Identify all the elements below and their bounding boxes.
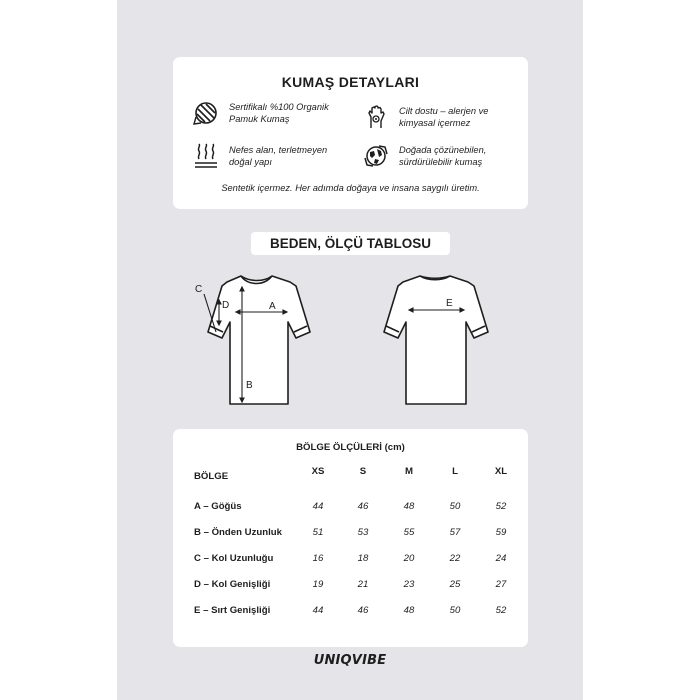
size-header-m: M [405,466,413,477]
table-cell: 23 [403,579,415,590]
measure-label-a: A [269,301,276,312]
breathable-fabric-icon [193,143,219,169]
row-label: B – Önden Uzunluk [194,527,282,538]
table-cell: 48 [403,605,415,616]
size-header-l: L [452,466,458,477]
row-label: A – Göğüs [194,501,242,512]
size-header-s: S [359,466,367,477]
feature-skin-friendly [363,104,517,130]
table-row [173,579,528,593]
table-cell: 52 [495,501,507,512]
size-table-header-row [173,466,528,480]
yarn-icon [193,100,219,126]
table-cell: 18 [357,553,369,564]
measure-label-d: D [222,300,230,311]
fabric-details-title: KUMAŞ DETAYLARI [281,74,420,90]
size-guide-title: BEDEN, ÖLÇÜ TABLOSU [251,232,450,255]
table-cell: 46 [357,501,369,512]
back-tshirt-outline [384,276,488,404]
measure-label-c: C [195,284,203,295]
table-cell: 59 [495,527,507,538]
table-row [173,501,528,515]
measure-label-e: E [446,298,453,309]
table-row [173,605,528,619]
table-cell: 27 [495,579,507,590]
region-header: BÖLGE [194,471,229,482]
table-cell: 44 [312,605,324,616]
table-cell: 53 [357,527,369,538]
table-row [173,527,528,541]
front-tshirt-outline [208,276,310,404]
table-cell: 46 [357,605,369,616]
feature-text: Doğada çözünebilen, sürdürülebilir kumaş [399,145,487,167]
fabric-footnote: Sentetik içermez. Her adımda doğaya ve insana saygılı üretim. [221,183,480,193]
table-cell: 51 [312,527,324,538]
table-cell: 20 [403,553,415,564]
table-row [173,553,528,567]
table-cell: 50 [449,501,461,512]
tshirt-measurement-diagram [192,262,522,412]
feature-breathable [193,143,347,169]
product-info-page [117,0,583,700]
table-cell: 48 [403,501,415,512]
feature-text: Nefes alan, terletmeyen doğal yapı [229,145,328,167]
row-label: D – Kol Genişliği [194,579,271,590]
size-table-title: BÖLGE ÖLÇÜLERİ (cm) [296,442,405,453]
size-header-xs: XS [311,466,325,477]
table-cell: 25 [449,579,461,590]
table-cell: 57 [449,527,461,538]
feature-organic-cotton [193,100,347,126]
table-cell: 19 [312,579,324,590]
earth-recycle-icon [363,143,389,169]
size-header-xl: XL [494,466,508,477]
row-label: C – Kol Uzunluğu [194,553,274,564]
hand-icon [363,104,389,130]
table-cell: 55 [403,527,415,538]
table-cell: 22 [449,553,461,564]
table-cell: 24 [495,553,507,564]
table-cell: 50 [449,605,461,616]
feature-text: Cilt dostu – alerjen ve kimyasal içermez [399,106,489,128]
table-cell: 16 [312,553,324,564]
fabric-details-card [173,57,528,209]
measure-label-b: B [246,380,253,391]
brand-logo: UNIQVIBE [313,653,387,668]
feature-text: Sertifikalı %100 Organik Pamuk Kumaş [229,102,329,124]
size-table-card [173,429,528,647]
row-label: E – Sırt Genişliği [194,605,271,616]
table-cell: 44 [312,501,324,512]
feature-sustainable [363,143,517,169]
table-cell: 52 [495,605,507,616]
table-cell: 21 [357,579,369,590]
